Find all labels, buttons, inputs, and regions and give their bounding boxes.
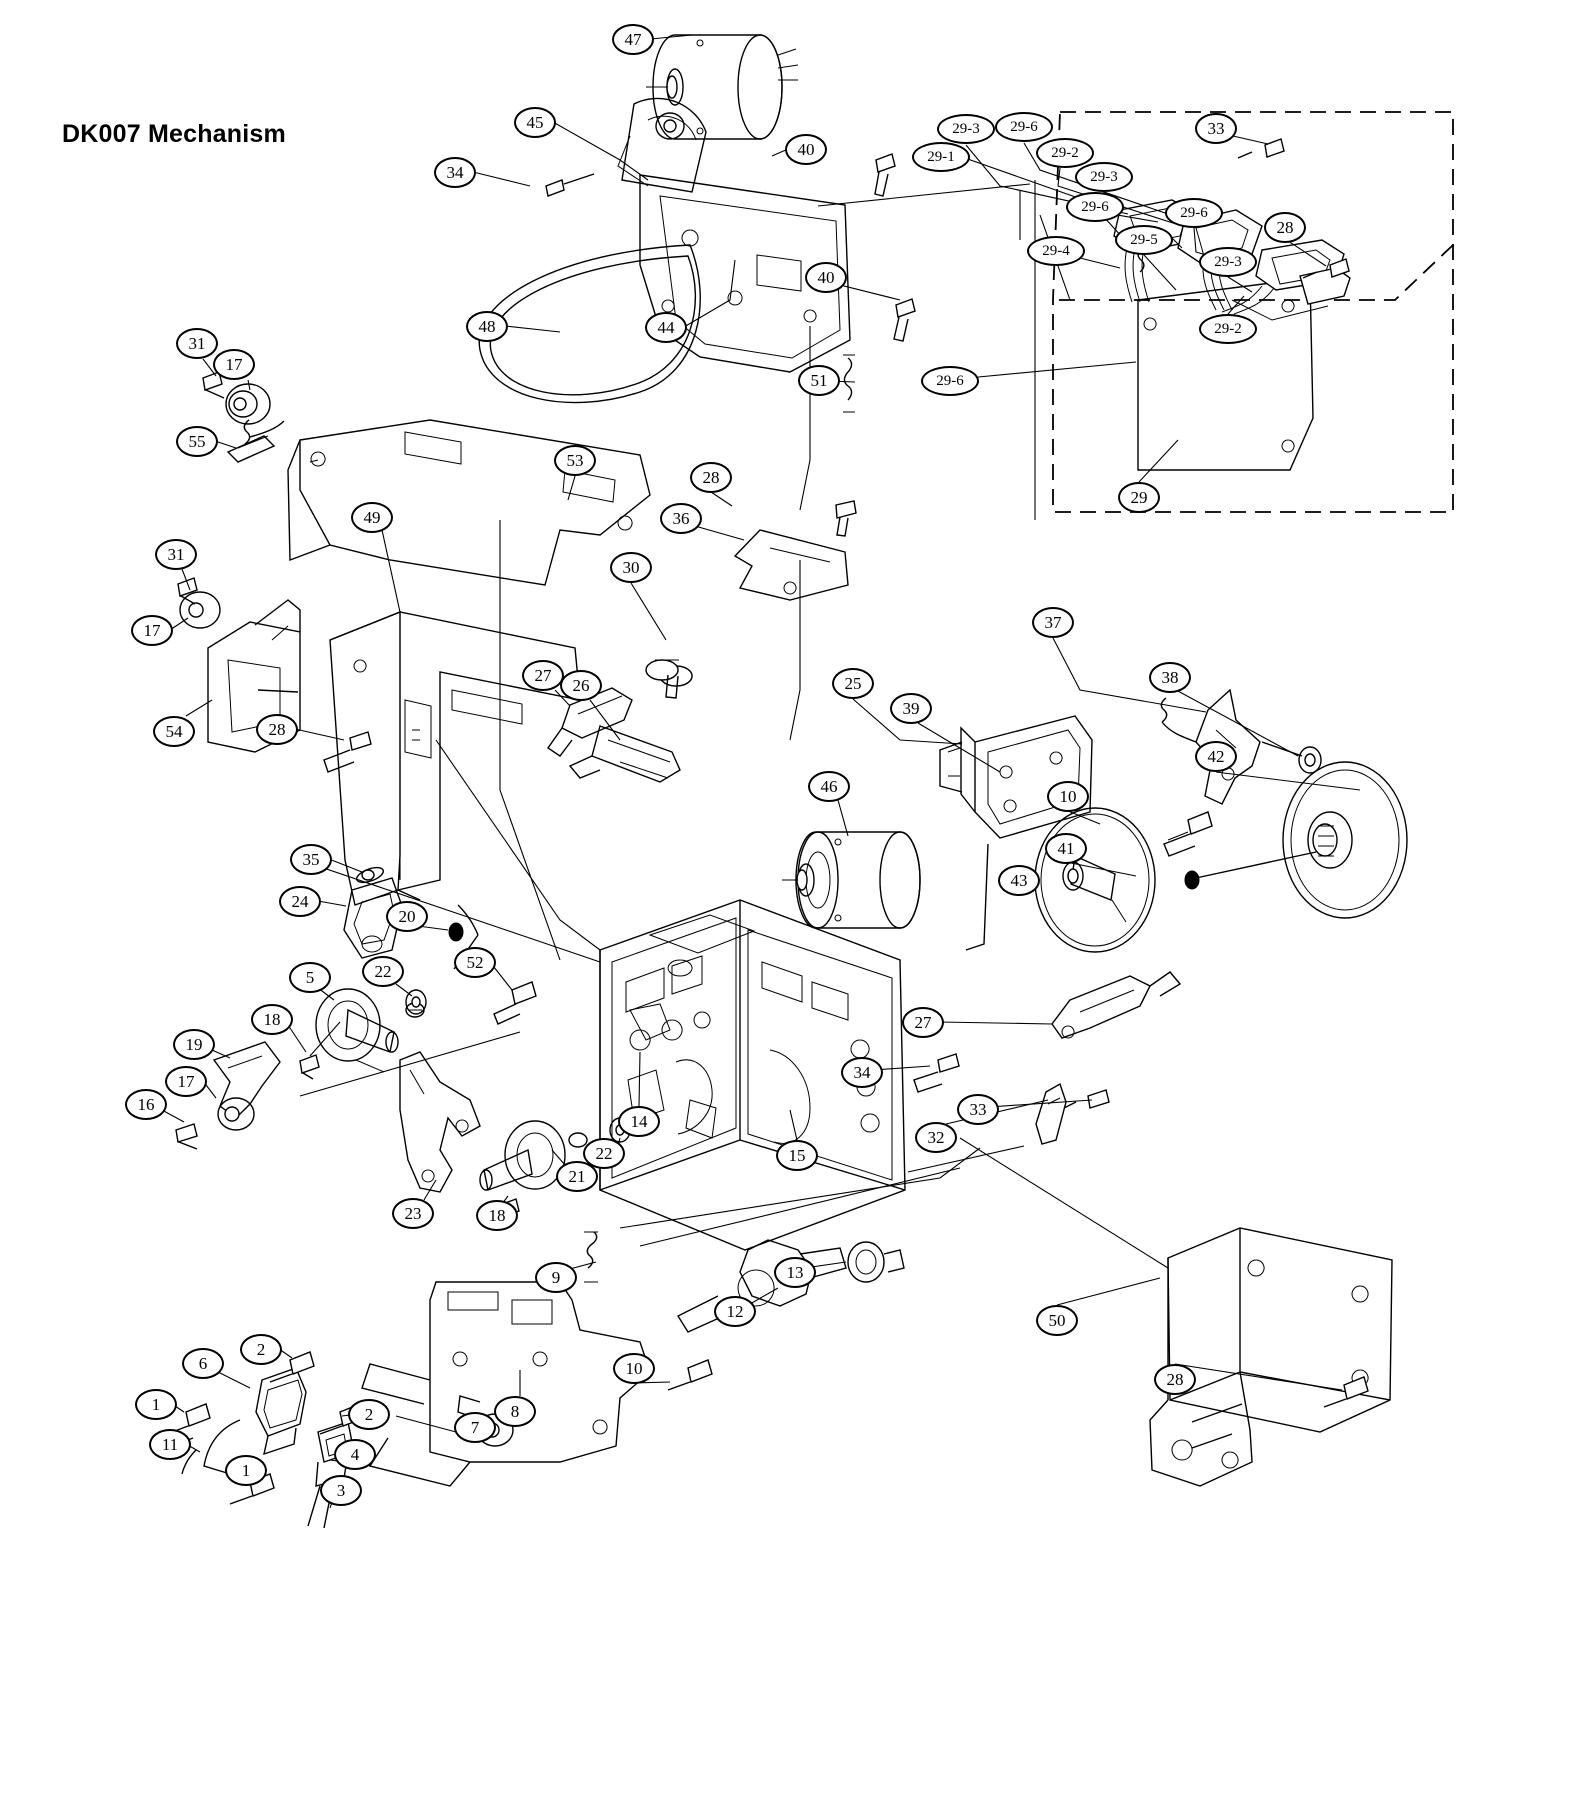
wheel-43 <box>1035 808 1155 952</box>
callout-14: 14 <box>618 1106 660 1137</box>
callout-27b: 27 <box>902 1007 944 1038</box>
callout-33b: 33 <box>957 1094 999 1125</box>
callout-29-1: 29-1 <box>912 142 970 172</box>
callout-51: 51 <box>798 365 840 396</box>
lever-37-group <box>1161 690 1321 804</box>
screws-top <box>546 154 915 412</box>
callout-19: 19 <box>173 1029 215 1060</box>
washers-22 <box>406 990 630 1142</box>
callout-31a: 31 <box>176 328 218 359</box>
assembly-29-parts <box>1114 139 1350 470</box>
callout-29: 29 <box>1118 482 1160 513</box>
callout-48: 48 <box>466 311 508 342</box>
screw-30 <box>646 660 692 698</box>
callout-20: 20 <box>386 901 428 932</box>
callout-7: 7 <box>454 1412 496 1443</box>
callout-52: 52 <box>454 947 496 978</box>
callout-26: 26 <box>560 670 602 701</box>
callout-31b: 31 <box>155 539 197 570</box>
callout-55: 55 <box>176 426 218 457</box>
callout-8: 8 <box>494 1396 536 1427</box>
callout-29-6a: 29-6 <box>995 112 1053 142</box>
motor-46-group <box>782 832 920 928</box>
callout-23: 23 <box>392 1198 434 1229</box>
callout-45: 45 <box>514 107 556 138</box>
callout-16: 16 <box>125 1089 167 1120</box>
callout-30: 30 <box>610 552 652 583</box>
callout-4: 4 <box>334 1439 376 1470</box>
callout-15: 15 <box>776 1140 818 1171</box>
callout-50: 50 <box>1036 1305 1078 1336</box>
callout-42: 42 <box>1195 741 1237 772</box>
callout-18b: 18 <box>476 1200 518 1231</box>
lever-23 <box>400 1052 480 1192</box>
callout-13: 13 <box>774 1257 816 1288</box>
callout-29-3a: 29-3 <box>937 114 995 144</box>
callout-6: 6 <box>182 1348 224 1379</box>
callout-1b: 1 <box>225 1455 267 1486</box>
callout-28a: 28 <box>1264 212 1306 243</box>
callout-40a: 40 <box>785 134 827 165</box>
callout-37: 37 <box>1032 607 1074 638</box>
callout-28c: 28 <box>256 714 298 745</box>
callout-21: 21 <box>556 1161 598 1192</box>
callout-3: 3 <box>320 1475 362 1506</box>
callout-10b: 10 <box>613 1353 655 1384</box>
callout-34a: 34 <box>434 157 476 188</box>
page-title: DK007 Mechanism <box>62 120 286 148</box>
callout-29-2a: 29-2 <box>1036 138 1094 168</box>
callout-11: 11 <box>149 1429 191 1460</box>
callout-36: 36 <box>660 503 702 534</box>
callout-32: 32 <box>915 1122 957 1153</box>
callout-29-3c: 29-3 <box>1199 247 1257 277</box>
callout-34b: 34 <box>841 1057 883 1088</box>
callout-43: 43 <box>998 865 1040 896</box>
callout-2a: 2 <box>240 1334 282 1365</box>
callout-1a: 1 <box>135 1389 177 1420</box>
lever-27-right <box>1052 972 1180 1038</box>
callout-28b: 28 <box>690 462 732 493</box>
callout-41: 41 <box>1045 833 1087 864</box>
callout-38: 38 <box>1149 662 1191 693</box>
callout-29-4: 29-4 <box>1027 236 1085 266</box>
callout-33a: 33 <box>1195 113 1237 144</box>
callout-2b: 2 <box>348 1399 390 1430</box>
callout-29-6c: 29-6 <box>1165 198 1223 228</box>
callout-25: 25 <box>832 668 874 699</box>
spring-55 <box>228 436 274 462</box>
callout-28d: 28 <box>1154 1364 1196 1395</box>
callout-29-3b: 29-3 <box>1075 162 1133 192</box>
callout-5: 5 <box>289 962 331 993</box>
screw-10-right <box>1164 812 1212 856</box>
callout-9: 9 <box>535 1262 577 1293</box>
callout-29-5: 29-5 <box>1115 225 1173 255</box>
callout-47: 47 <box>612 24 654 55</box>
wheel-42 <box>1185 762 1407 918</box>
callout-17b: 17 <box>131 615 173 646</box>
callout-40b: 40 <box>805 262 847 293</box>
callout-10a: 10 <box>1047 781 1089 812</box>
callout-49: 49 <box>351 502 393 533</box>
callout-12: 12 <box>714 1296 756 1327</box>
callout-35: 35 <box>290 844 332 875</box>
bracket-50-group <box>1150 1228 1392 1486</box>
callout-46: 46 <box>808 771 850 802</box>
plate-53-group <box>288 420 650 585</box>
callout-18a: 18 <box>251 1004 293 1035</box>
callout-27a: 27 <box>522 660 564 691</box>
screw-28-left <box>324 732 371 772</box>
callout-39: 39 <box>890 693 932 724</box>
callout-29-6b: 29-6 <box>1066 192 1124 222</box>
bracket-36-group <box>735 501 856 600</box>
callout-54: 54 <box>153 716 195 747</box>
callout-17a: 17 <box>213 349 255 380</box>
callout-53: 53 <box>554 445 596 476</box>
callout-22b: 22 <box>583 1138 625 1169</box>
parts-24-35-20-52 <box>344 865 536 1024</box>
levers-26-27-left <box>548 688 680 782</box>
bracket-49-group <box>330 612 580 905</box>
callout-29-6d: 29-6 <box>921 366 979 396</box>
callout-29-2b: 29-2 <box>1199 314 1257 344</box>
callout-17c: 17 <box>165 1066 207 1097</box>
plate-8-group <box>362 1282 650 1486</box>
callout-44: 44 <box>645 312 687 343</box>
callout-22a: 22 <box>362 956 404 987</box>
callout-24: 24 <box>279 886 321 917</box>
